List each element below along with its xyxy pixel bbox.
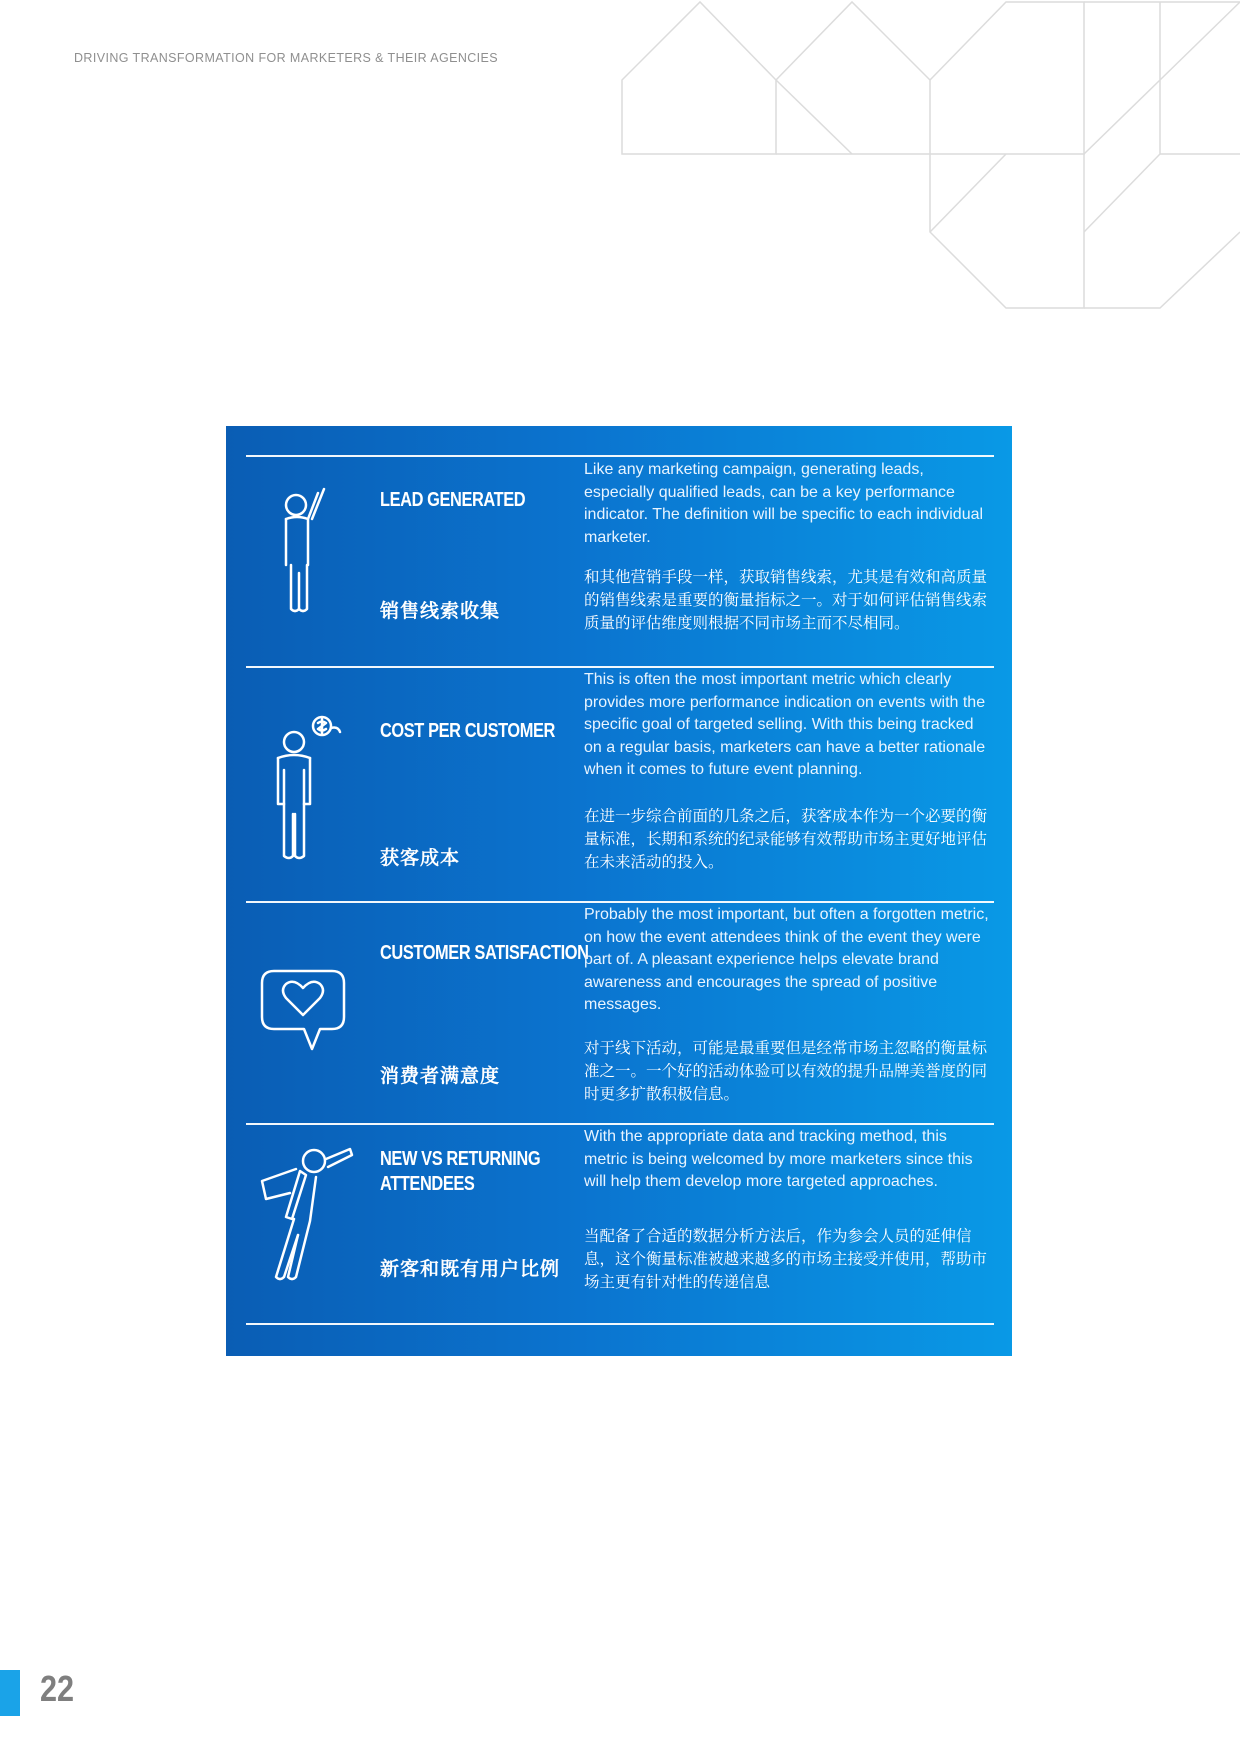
metric-zh-title: 销售线索收集 — [380, 600, 501, 622]
metric-zh-title: 消费者满意度 — [380, 1065, 501, 1087]
metric-en-title: NEW VS RETURNING ATTENDEES — [380, 1148, 541, 1195]
superhero-icon — [246, 1145, 376, 1285]
metric-en-title: LEAD GENERATED — [380, 489, 526, 511]
person-dollar-icon — [246, 714, 376, 864]
person-raising-hand-icon — [246, 485, 376, 625]
metric-en-title: CUSTOMER SATISFACTION — [380, 942, 589, 964]
metric-zh-description: 当配备了合适的数据分析方法后，作为参会人员的延伸信息，这个衡量标准被越来越多的市场主接受并使用，帮助市场主更有针对性的传递信息 — [584, 1227, 988, 1291]
metric-new-vs-returning-attendees — [246, 1123, 994, 1323]
metric-lead-generated — [246, 455, 994, 665]
metric-zh-title: 获客成本 — [380, 847, 461, 869]
metric-en-description: Probably the most important, but often a forgotten metric, on how the event attendees think of the event they were part of. A pleasant experience helps elevate brand awareness and encourages the spread of positive messages. — [584, 906, 989, 1013]
divider-rule — [246, 1323, 994, 1325]
metric-cost-per-customer — [246, 666, 994, 901]
page-number: 22 — [40, 1668, 75, 1709]
metric-zh-description: 和其他营销手段一样，获取销售线索，尤其是有效和高质量的销售线索是重要的衡量指标之一。对于如何评估销售线索质量的评估维度则根据不同市场主而不尽相同。 — [584, 568, 988, 632]
metric-zh-description: 在进一步综合前面的几条之后，获客成本作为一个必要的衡量标准，长期和系统的纪录能够有效帮助市场主更好地评估在未来活动的投入。 — [584, 807, 988, 871]
metric-en-description: Like any marketing campaign, generating leads, especially qualified leads, can be a key performance indicator. The definition will be specific to each individual marketer. — [584, 461, 984, 546]
metric-zh-title: 新客和既有用户比例 — [380, 1258, 561, 1280]
metric-en-description: With the appropriate data and tracking method, this metric is being welcomed by more marketers since this will help them develop more targeted approaches. — [584, 1128, 973, 1190]
metric-en-title: COST PER CUSTOMER — [380, 720, 555, 742]
metric-en-description: This is often the most important metric which clearly provides more performance indication on events with the specific goal of targeted selling. With this being tracked on a regular basis, marketers can have a better rationale when it comes to future event planning. — [584, 671, 986, 778]
heart-speech-bubble-icon — [246, 965, 376, 1065]
page-number-tab — [0, 1670, 20, 1716]
decorative-hexagon-pattern — [610, 0, 1240, 320]
metric-customer-satisfaction — [246, 901, 994, 1123]
metrics-panel — [226, 426, 1012, 1356]
running-header: DRIVING TRANSFORMATION FOR MARKETERS & THEIR AGENCIES — [74, 51, 499, 65]
metric-zh-description: 对于线下活动，可能是最重要但是经常市场主忽略的衡量标准之一。一个好的活动体验可以有效的提升品牌美誉度的同时更多扩散积极信息。 — [584, 1039, 988, 1103]
